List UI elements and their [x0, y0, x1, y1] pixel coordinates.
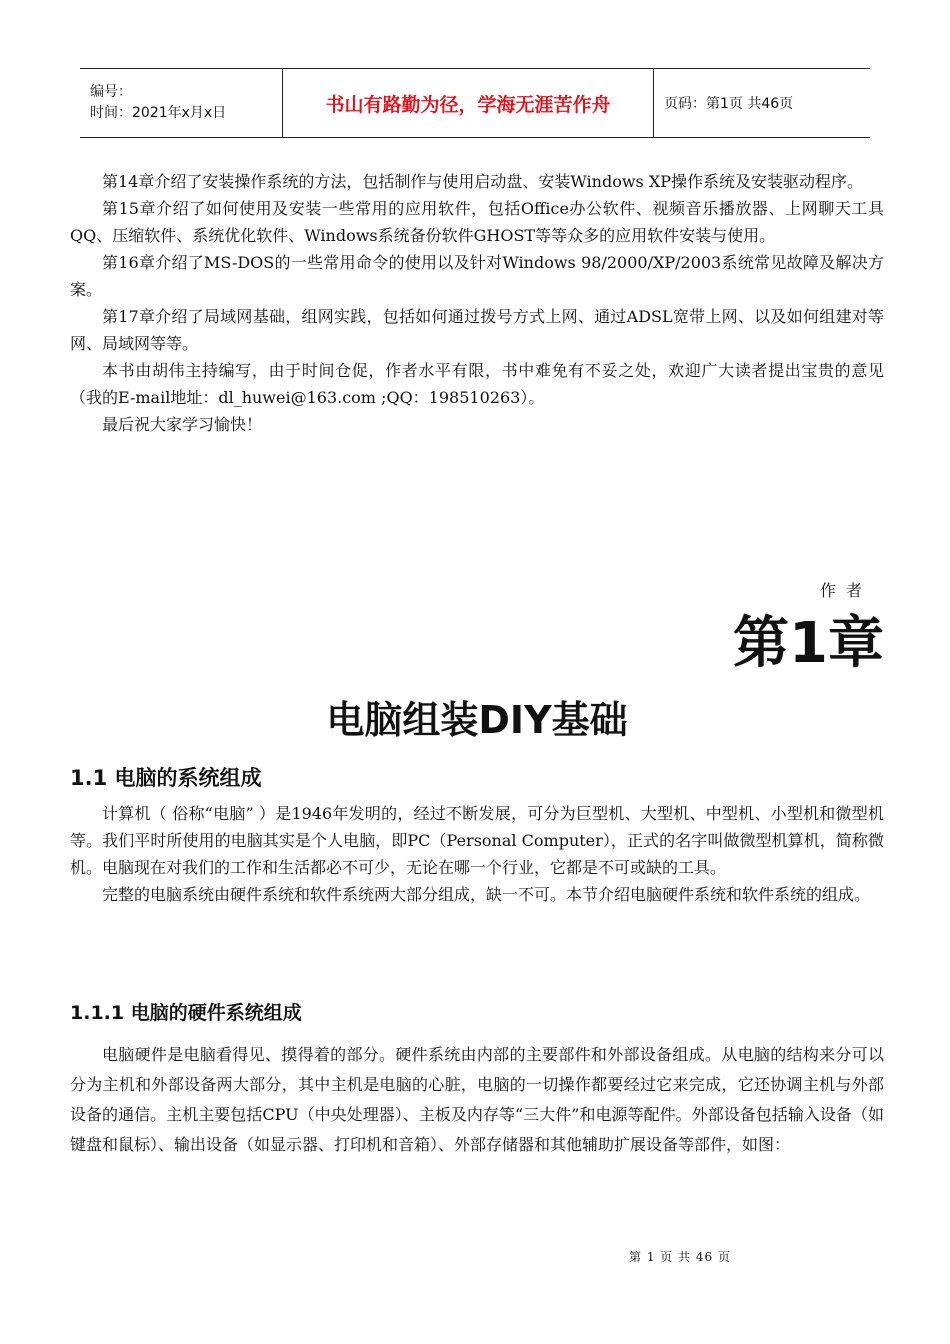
section-heading-1-1-1: 1.1.1 电脑的硬件系统组成: [70, 1002, 302, 1024]
chapter-title: 电脑组装DIY基础: [326, 698, 628, 742]
body-paragraph: 计算机（ 俗称“电脑” ）是1946年发明的，经过不断发展，可分为巨型机、大型机、中型机、小型机和微型机等。我们平时所使用的电脑其实是个人电脑，即PC（Personal Computer），正式的名字叫做微型机算机，简称微机。电脑现在对我们的工作和生活都必不可少，无论在哪一个行业，它都是不可或缺的工具。: [70, 804, 884, 877]
body-paragraph: 完整的电脑系统由硬件系统和软件系统两大部分组成，缺一不可。本节介绍电脑硬件系统和软件系统的组成。: [102, 885, 871, 904]
chapter-number: 第1章: [733, 611, 884, 676]
document-number-label: 编号：: [90, 84, 132, 100]
intro-section: [70, 168, 884, 438]
header-motto-cell: [282, 69, 654, 137]
intro-paragraph: 最后祝大家学习愉快！: [102, 415, 263, 434]
intro-paragraph: 第17章介绍了局域网基础，组网实践，包括如何通过拨号方式上网、通过ADSL宽带上网、以及如何组建对等网、局域网等等。: [70, 307, 884, 353]
header-motto: 书山有路勤为径，学海无涯苦作舟: [325, 93, 611, 116]
section-1-1-body: [70, 800, 884, 908]
body-paragraph: 电脑硬件是电脑看得见、摸得着的部分。硬件系统由内部的主要部件和外部设备组成。从电脑的结构来分可以分为主机和外部设备两大部分，其中主机是电脑的心脏，电脑的一切操作都要经过它来完成，它还协调主机与外部设备的通信。主机主要包括CPU（中央处理器）、主板及内存等“三大件”和电源等配件。外部设备包括输入设备（如键盘和鼠标）、输出设备（如显示器、打印机和音箱）、外部存储器和其他辅助扩展设备等部件，如图：: [70, 1045, 884, 1154]
header-left-cell: [80, 69, 282, 137]
header-page-number: 页码：第1页 共46页: [664, 96, 794, 112]
author-signature: 作者: [819, 581, 872, 600]
header-page-cell: [654, 69, 870, 137]
section-heading-1-1: 1.1 电脑的系统组成: [70, 766, 262, 790]
section-1-1-1-body: [70, 1040, 884, 1160]
intro-paragraph: 本书由胡伟主持编写，由于时间仓促，作者水平有限，书中难免有不妥之处，欢迎广大读者提出宝贵的意见（我的E-mail地址：dl_huwei@163.com ;QQ：198510263）。: [70, 361, 884, 407]
page-header: [80, 68, 870, 138]
document-time-label: 时间：2021年x月x日: [90, 105, 227, 121]
intro-paragraph: 第15章介绍了如何使用及安装一些常用的应用软件，包括Office办公软件、视频音乐播放器、上网聊天工具QQ、压缩软件、系统优化软件、Windows系统备份软件GHOST等等众多的应用软件安装与使用。: [70, 199, 884, 245]
intro-paragraph: 第16章介绍了MS-DOS的一些常用命令的使用以及针对Windows 98/2000/XP/2003系统常见故障及解决方案。: [70, 253, 884, 299]
intro-paragraph: 第14章介绍了安装操作系统的方法，包括制作与使用启动盘、安装Windows XP操作系统及安装驱动程序。: [102, 172, 863, 191]
page-footer: 第 1 页 共 46 页: [629, 1250, 731, 1264]
